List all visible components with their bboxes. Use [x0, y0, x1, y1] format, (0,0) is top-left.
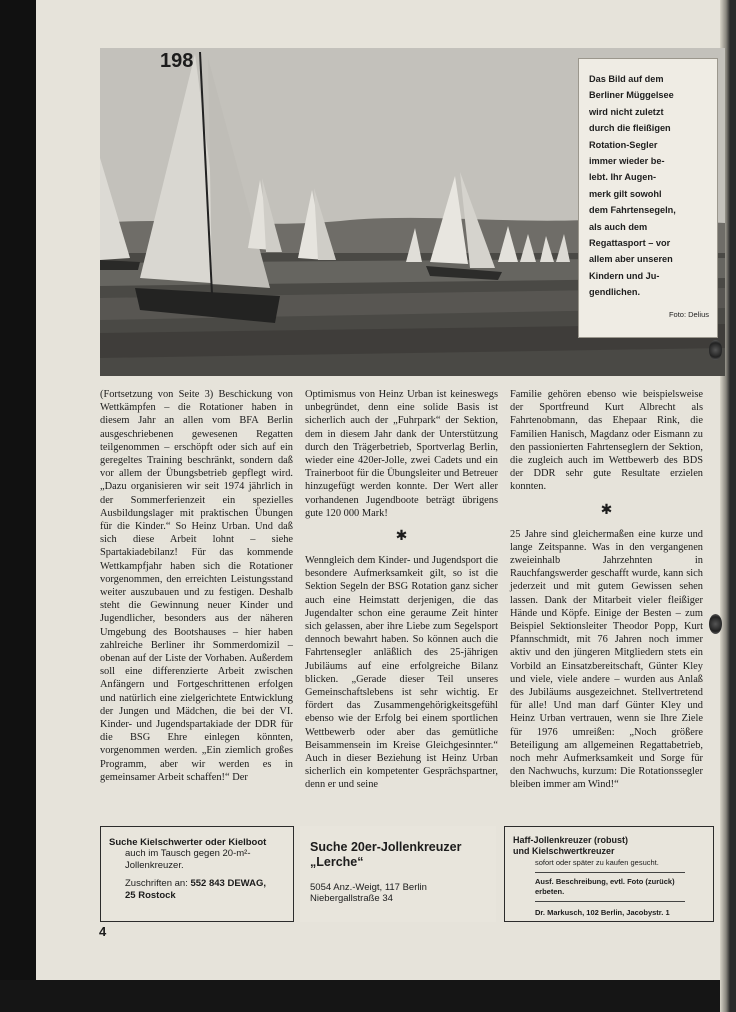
ad-text: auch im Tausch gegen 20-m²-Jollenkreuzer.: [125, 848, 251, 871]
ad-contact-code: 552 843 DEWAG,: [190, 878, 266, 889]
ad-headline: und Kielschwertkreuzer: [513, 846, 615, 856]
caption-line: wird nicht zuletzt: [589, 106, 664, 117]
article-paragraph: Wenngleich dem Kinder- und Jugendsport die besondere Aufmerksamkeit gilt, so ist die Sektion Segeln der BSG Rotation ganz sicher auch eine Heimstatt derjenigen, die das Jugendalter schon eine geraume Zeit hinter sich gelassen, aber ihre Liebe zum Segelsport dennoch bewahrt haben. So können auch die Fahrtensegler anläßlich des 25-jährigen Jubiläums auf eine erfolgreiche Bilanz blicken. „Gerade dieser Teil unseres Gemeinschaftslebens ist sehr wichtig. Er fördert das Zusammengehörigkeitsgefühl ebenso wie der Erfolg bei einem sportlichen Wettbewerb oder aber das gemütliche Beisammensein im Kreise Gleichgesinnter.“ Auch in dieser Beziehung ist Heinz Urban sicherlich ein kompetenter Gesprächspartner, denn er und seine: [305, 555, 498, 791]
ad-headline: Haff-Jollenkreuzer (robust): [513, 835, 629, 845]
caption-line: immer wieder be-: [589, 156, 665, 167]
article-paragraph: Optimismus von Heinz Urban ist keineswegs unbegründet, denn eine solide Basis ist sicherlich auch der „Fuhrpark“ der Sektion, dem in diesem Jahr dank der Unterstützung durch den Trägerbetrieb, Sportverlag Berlin, wieder eine 420er-Jolle, zwei Cadets und ein Trainerboot für die Übungsleiter und Betreuer hinzugefügt werden konnte. Der Wert aller vorhandenen Jugendboote beträgt übrigens gute 120 000 Mark!: [305, 389, 498, 519]
caption-line: Das Bild auf dem: [589, 74, 664, 84]
binding-hole: [709, 614, 722, 634]
article-paragraph: (Fortsetzung von Seite 3) Beschickung von Wettkämpfen – die Rotationer haben in diesem Jahr an allen vom BFA Berlin ausgeschriebenen gewesenen Regatten teilgenommen – erschöpft oder sich auf ein geregeltes Training beschränkt, sondern daß vor allem der Übungsbetrieb gepflegt wird. „Dazu organisieren wir seit 1974 jährlich in der Sommerferienzeit ein spezielles Ausbildungslager mit praktischen Übungen für die Kinder.“ So Heinz Urban. Und daß sich diese Arbeit lohnt – siehe Spartakiadebilanz! Für das kommende Wettkampfjahr haben sich die Rotationer vorgenommen, den erreichten Leistungsstand weiter auszubauen und zu festigen. Deshalb steht die Gewinnung neuer Kinder und Jugendlicher, besonders aus der näheren Umgebung des Bootshauses – hier haben zahlreiche Berliner ihr Sommerdomizil – obenan auf der Liste der Vorhaben. Außerdem soll eine differenzierte Arbeit zwischen Anfängern und Fortgeschrittenen erfolgen und natürlich eine zielgerichtete Entwicklung der Jungen und Mädchen, die bei der VI. Kinder- und Jugendspartakiade der DDR für die BSG Ehre einlegen könnten, vorgenommen werden. „Ein ziemlich großes Programm, aber wir werden es in gemeinsamer Arbeit schaffen!“ Der: [100, 389, 293, 783]
ad-street: Niebergallstraße 34: [310, 893, 393, 904]
scan-border: [0, 980, 720, 1012]
article-paragraph: Familie gehören ebenso wie beispielsweise der Sportfreund Kurt Albrecht als Fahrtenobmann, das Ehepaar Rink, die Familien Hanisch, Magdanz oder Eismann zu den passionierten Fahrtenseglern der Sektion, die zugleich auch im Wettbewerb des BDS der DDR sehr gute Resultate erzielen konnten.: [510, 389, 703, 493]
section-separator: ✱: [600, 502, 613, 518]
caption-line: durch die fleißigen: [589, 123, 671, 134]
classified-ad-jollenkreuzer: [300, 826, 496, 922]
binding-hole: [709, 340, 722, 360]
caption-line: Kindern und Ju-: [589, 270, 660, 281]
ad-divider: [535, 872, 685, 873]
caption-line: merk gilt sowohl: [589, 188, 662, 199]
caption-line: Regattasport – vor: [589, 238, 671, 249]
photo-caption: [578, 58, 718, 338]
caption-line: dem Fahrtensegeln,: [589, 205, 676, 216]
ad-headline: Suche 20er-Jollenkreuzer: [310, 840, 462, 854]
caption-line: allem aber unseren: [589, 254, 673, 265]
ad-divider: [535, 901, 685, 902]
sail-number: 198: [160, 50, 194, 72]
ad-address: 5054 Anz.-Weigt, 117 Berlin: [310, 882, 427, 893]
caption-line: als auch dem: [589, 221, 648, 232]
page-number: 4: [99, 924, 107, 939]
photo-credit: Foto: Delius: [668, 309, 709, 319]
article-column-2: [305, 388, 498, 792]
ad-headline-boat-name: „Lerche“: [310, 855, 364, 869]
caption-line: Rotation-Segler: [589, 139, 658, 150]
caption-line: Berliner Müggelsee: [589, 90, 674, 101]
ad-contact-prefix: Zuschriften an:: [125, 878, 188, 889]
ad-contact-city: 25 Rostock: [125, 890, 176, 901]
article-column-1: [100, 388, 293, 784]
ad-request: Ausf. Beschreibung, evtl. Foto (zurück) erbeten.: [535, 877, 675, 896]
section-separator: ✱: [395, 529, 408, 545]
ad-contact: [109, 878, 285, 902]
article-paragraph: 25 Jahre sind gleichermaßen eine kurze und lange Zeitspanne. Was in den vergangenen zweieinhalb Jahrzehnten in Rauchfangswerder geschafft wurde, kann sich jederzeit und mit gutem Gewissen sehen lassen. Dank der Mitarbeit vieler fleißiger Hände und Köpfe. Einige der Besten – zum Beispiel Sektionsleiter Theodor Popp, Kurt Pfannschmidt, mit 76 Jahren noch immer aktiv und den jüngeren Mitgliedern stets ein Vorbild an Einsatzbereitschaft, Günter Kley und viele, viele andere – wurden aus Anlaß des Jubiläums ausgezeichnet. Stellvertretend für alle! Und man darf Günter Kley und Heinz Urban vertrauen, wenn sie Ihre Ziele für 1976 umreißen: „Noch größere Beteiligung am allgemeinen Regattabetrieb, noch mehr Aufmerksamkeit und Sorge für den Nachwuchs, kurzum: Die Rotationssegler bleiben immer am Wind!“: [510, 528, 703, 791]
caption-line: gendlichen.: [589, 287, 641, 298]
classified-ad-haff-jollenkreuzer: [504, 826, 714, 922]
caption-line: lebt. Ihr Augen-: [589, 172, 657, 183]
ad-headline: Suche Kielschwerter oder Kielboot: [109, 837, 267, 848]
classified-ad-kielschwerter: [100, 826, 294, 922]
article-column-3: [510, 388, 703, 792]
ad-subline: sofort oder später zu kaufen gesucht.: [535, 858, 659, 867]
ad-address: Dr. Markusch, 102 Berlin, Jacobystr. 1: [535, 908, 670, 917]
